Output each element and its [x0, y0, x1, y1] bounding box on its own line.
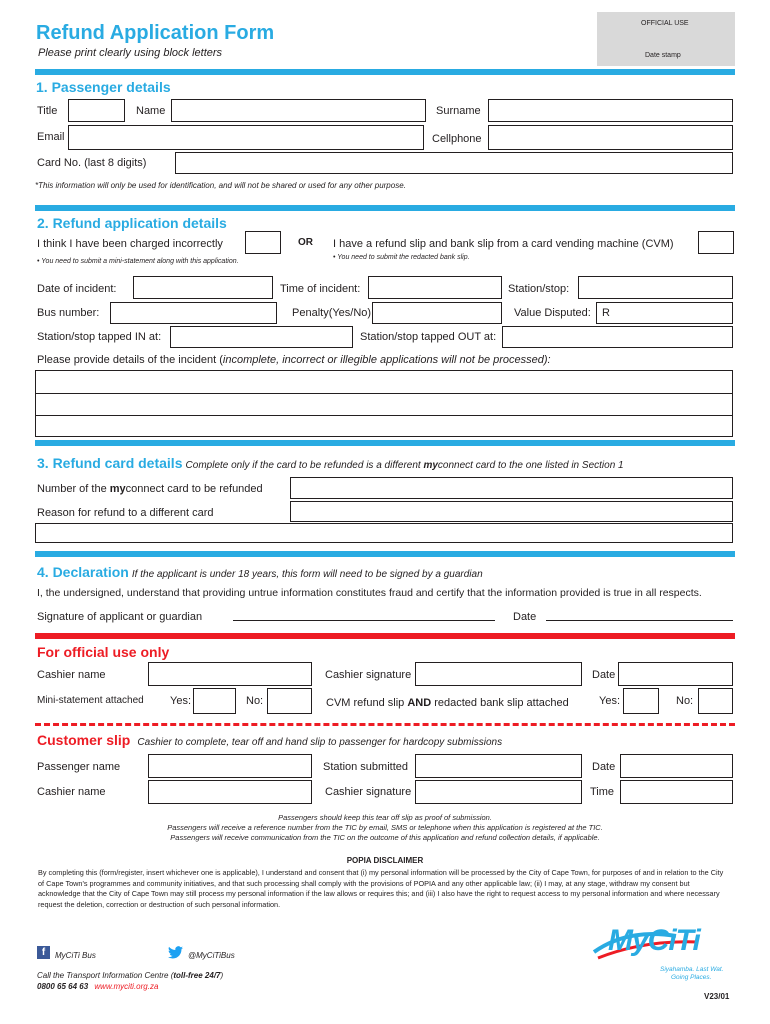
twitter-handle[interactable]: @MyCiTiBus	[188, 951, 235, 960]
details-prompt-warning: incomplete, incorrect or illegible applications will not be processed):	[222, 354, 551, 366]
section1-heading: 1. Passenger details	[36, 79, 171, 95]
myciti-logo	[588, 920, 738, 970]
tapped-out-input[interactable]	[502, 326, 733, 348]
value-prefix: R	[602, 307, 610, 319]
customer-slip-heading-row	[37, 732, 502, 748]
cvm-pre: CVM refund slip	[326, 697, 408, 709]
mini-no-checkbox[interactable]	[267, 688, 312, 714]
mini-yes-label: Yes:	[170, 695, 192, 707]
website-link[interactable]: www.myciti.org.za	[94, 982, 159, 991]
card-number-label: Card No. (last 8 digits)	[37, 157, 147, 169]
incident-details-textarea[interactable]	[35, 370, 733, 437]
cvm-yes-checkbox[interactable]	[623, 688, 659, 714]
reason-continued-input[interactable]	[35, 523, 733, 543]
slip-cashier-signature-label: Cashier signature	[325, 786, 412, 798]
penalty-input[interactable]	[372, 302, 502, 324]
charged-incorrectly-checkbox[interactable]	[245, 231, 281, 254]
section3-note-brand: my	[423, 460, 438, 471]
mini-yes-checkbox[interactable]	[193, 688, 236, 714]
facebook-handle[interactable]: MyCiTi Bus	[55, 951, 96, 960]
official-date-input[interactable]	[618, 662, 733, 686]
details-prompt	[37, 354, 551, 366]
bank-slip-note: • You need to submit the redacted bank slip.	[333, 254, 470, 261]
title-input[interactable]	[68, 99, 125, 122]
call-post: )	[220, 971, 224, 980]
section4-heading-row	[37, 564, 483, 580]
cvm-post: redacted bank slip attached	[431, 697, 569, 709]
card-to-refund-input[interactable]	[290, 477, 733, 499]
contact-line	[37, 982, 158, 991]
time-of-incident-input[interactable]	[368, 276, 502, 299]
date-of-incident-label: Date of incident:	[37, 283, 117, 295]
section3-heading-row	[37, 455, 624, 471]
charged-incorrectly-label: I think I have been charged incorrectly	[37, 238, 223, 250]
surname-label: Surname	[436, 105, 481, 117]
cashier-name-label: Cashier name	[37, 669, 106, 681]
name-label: Name	[136, 105, 166, 117]
mini-statement-note: • You need to submit a mini-statement along with this application.	[37, 258, 239, 265]
card-to-refund-brand: my	[109, 483, 126, 495]
refund-slip-label: I have a refund slip and bank slip from a card vending machine (CVM)	[333, 238, 674, 250]
footer-note-2: Passengers will receive a reference number from the TIC by email, SMS or telephone when this application is registered at the TIC.	[167, 823, 603, 832]
signature-label: Signature of applicant or guardian	[37, 611, 203, 623]
popia-text: By completing this (form/register, insert whichever one is applicable), I understand and consent that (i) my personal information will be processed by the City of Cape Town, for purposes of and in relation to the City of Cape Town's programmes and community initiatives, and that such processing shall comply with the provisions of POPIA and any other applicable law; (ii) I may, at any stage, withdraw my consent but acknowledge that the City of Cape Town may still process my personal information if the law allows or requires this; and (iii) I also have the right to request access to my personal information and where necessary request the deletion, correction or destruction of such personal information.	[38, 868, 724, 909]
card-to-refund-pre: Number of the	[37, 483, 110, 495]
footer-note-3: Passengers will receive communication from the TIC on the outcome of this application and refund collection details, if applicable.	[170, 833, 600, 842]
passenger-name-input[interactable]	[148, 754, 312, 778]
passenger-name-label: Passenger name	[37, 761, 121, 773]
date-stamp-label: Date stamp	[645, 52, 681, 59]
refund-slip-checkbox[interactable]	[698, 231, 734, 254]
email-label: Email	[37, 131, 65, 143]
penalty-label: Penalty(Yes/No)	[292, 307, 372, 319]
declaration-date-line[interactable]	[546, 620, 733, 621]
tapped-out-label: Station/stop tapped OUT at:	[360, 331, 497, 343]
cvm-and: AND	[407, 697, 432, 709]
tapped-in-input[interactable]	[170, 326, 353, 348]
cvm-slip-label	[326, 697, 569, 709]
surname-input[interactable]	[488, 99, 733, 122]
section4-heading: 4. Declaration	[37, 564, 129, 580]
slip-date-input[interactable]	[620, 754, 733, 778]
slip-cashier-name-label: Cashier name	[37, 786, 106, 798]
declaration-statement: I, the undersigned, understand that providing untrue information constitutes fraud and certify that the information provided is true in all respects.	[37, 587, 702, 599]
cvm-no-checkbox[interactable]	[698, 688, 733, 714]
slip-time-input[interactable]	[620, 780, 733, 804]
slip-cashier-signature-input[interactable]	[415, 780, 582, 804]
station-submitted-input[interactable]	[415, 754, 582, 778]
details-prompt-text: Please provide details of the incident (	[37, 354, 223, 366]
official-heading: For official use only	[37, 644, 170, 660]
customer-slip-heading: Customer slip	[37, 732, 131, 748]
date-of-incident-input[interactable]	[133, 276, 273, 299]
form-subtitle: Please print clearly using block letters	[38, 47, 223, 59]
cashier-signature-label: Cashier signature	[325, 669, 412, 681]
or-label: OR	[298, 237, 313, 248]
bus-number-input[interactable]	[110, 302, 277, 324]
cashier-name-input[interactable]	[148, 662, 312, 686]
station-stop-label: Station/stop:	[508, 283, 570, 295]
card-number-input[interactable]	[175, 152, 733, 174]
section3-note-pre: Complete only if the card to be refunded is a different	[185, 460, 424, 471]
slip-time-label: Time	[590, 786, 615, 798]
section-divider	[35, 69, 735, 75]
popia-title: POPIA DISCLAIMER	[346, 856, 424, 865]
textarea-rule	[36, 415, 732, 416]
name-input[interactable]	[171, 99, 426, 122]
call-line	[37, 971, 223, 980]
section-divider	[35, 205, 735, 211]
card-to-refund-label	[37, 483, 263, 495]
cellphone-label: Cellphone	[432, 133, 482, 145]
footer-note-1: Passengers should keep this tear off slip as proof of submission.	[278, 813, 492, 822]
tagline-1: Siyahamba. Last Wat.	[660, 966, 724, 973]
card-to-refund-post: connect card to be refunded	[125, 483, 263, 495]
form-title: Refund Application Form	[36, 22, 275, 44]
section1-note: *This information will only be used for identification, and will not be shared or used for any other purpose.	[35, 181, 406, 190]
cvm-no-label: No:	[676, 695, 694, 707]
cellphone-input[interactable]	[488, 125, 733, 150]
facebook-icon: f	[37, 946, 50, 959]
official-use-box	[597, 12, 735, 66]
title-label: Title	[37, 105, 58, 117]
value-disputed-label: Value Disputed:	[514, 307, 591, 319]
official-divider	[35, 633, 735, 639]
footer-notes	[35, 813, 735, 843]
station-stop-input[interactable]	[578, 276, 733, 299]
section3-note-post: connect card to the one listed in Section 1	[437, 460, 624, 471]
bus-number-label: Bus number:	[37, 307, 100, 319]
signature-line[interactable]	[233, 620, 495, 621]
version-label: V23/01	[704, 992, 730, 1001]
cashier-signature-input[interactable]	[415, 662, 582, 686]
section3-note	[186, 460, 624, 471]
time-of-incident-label: Time of incident:	[280, 283, 361, 295]
customer-slip-note: Cashier to complete, tear off and hand slip to passenger for hardcopy submissions	[137, 737, 503, 748]
tapped-in-label: Station/stop tapped IN at:	[37, 331, 162, 343]
call-pre: Call the Transport Information Centre (	[37, 971, 174, 980]
slip-date-label: Date	[592, 761, 616, 773]
declaration-date-label: Date	[513, 611, 537, 623]
reason-input[interactable]	[290, 501, 733, 522]
cvm-yes-label: Yes:	[599, 695, 621, 707]
reason-label: Reason for refund to a different card	[37, 507, 214, 519]
twitter-icon	[168, 946, 183, 959]
section2-heading: 2. Refund application details	[37, 215, 227, 231]
official-use-label: OFFICIAL USE	[641, 20, 689, 27]
phone-number[interactable]: 0800 65 64 63	[37, 982, 89, 991]
section3-heading: 3. Refund card details	[37, 455, 183, 471]
tagline-2: Going Places.	[671, 974, 712, 981]
section4-note: If the applicant is under 18 years, this form will need to be signed by a guardian	[131, 569, 483, 580]
textarea-rule	[36, 393, 732, 394]
logo-text: MyCiTi	[608, 924, 700, 957]
section-divider	[35, 551, 735, 557]
station-submitted-label: Station submitted	[323, 761, 408, 773]
slip-cashier-name-input[interactable]	[148, 780, 312, 804]
official-date-label: Date	[592, 669, 616, 681]
section-divider	[35, 440, 735, 446]
mini-statement-label: Mini-statement attached	[37, 695, 144, 706]
mini-no-label: No:	[246, 695, 264, 707]
email-input[interactable]	[68, 125, 424, 150]
value-disputed-input[interactable]	[596, 302, 733, 324]
call-bold: toll-free 24/7	[173, 971, 221, 980]
tear-off-line	[35, 723, 735, 726]
